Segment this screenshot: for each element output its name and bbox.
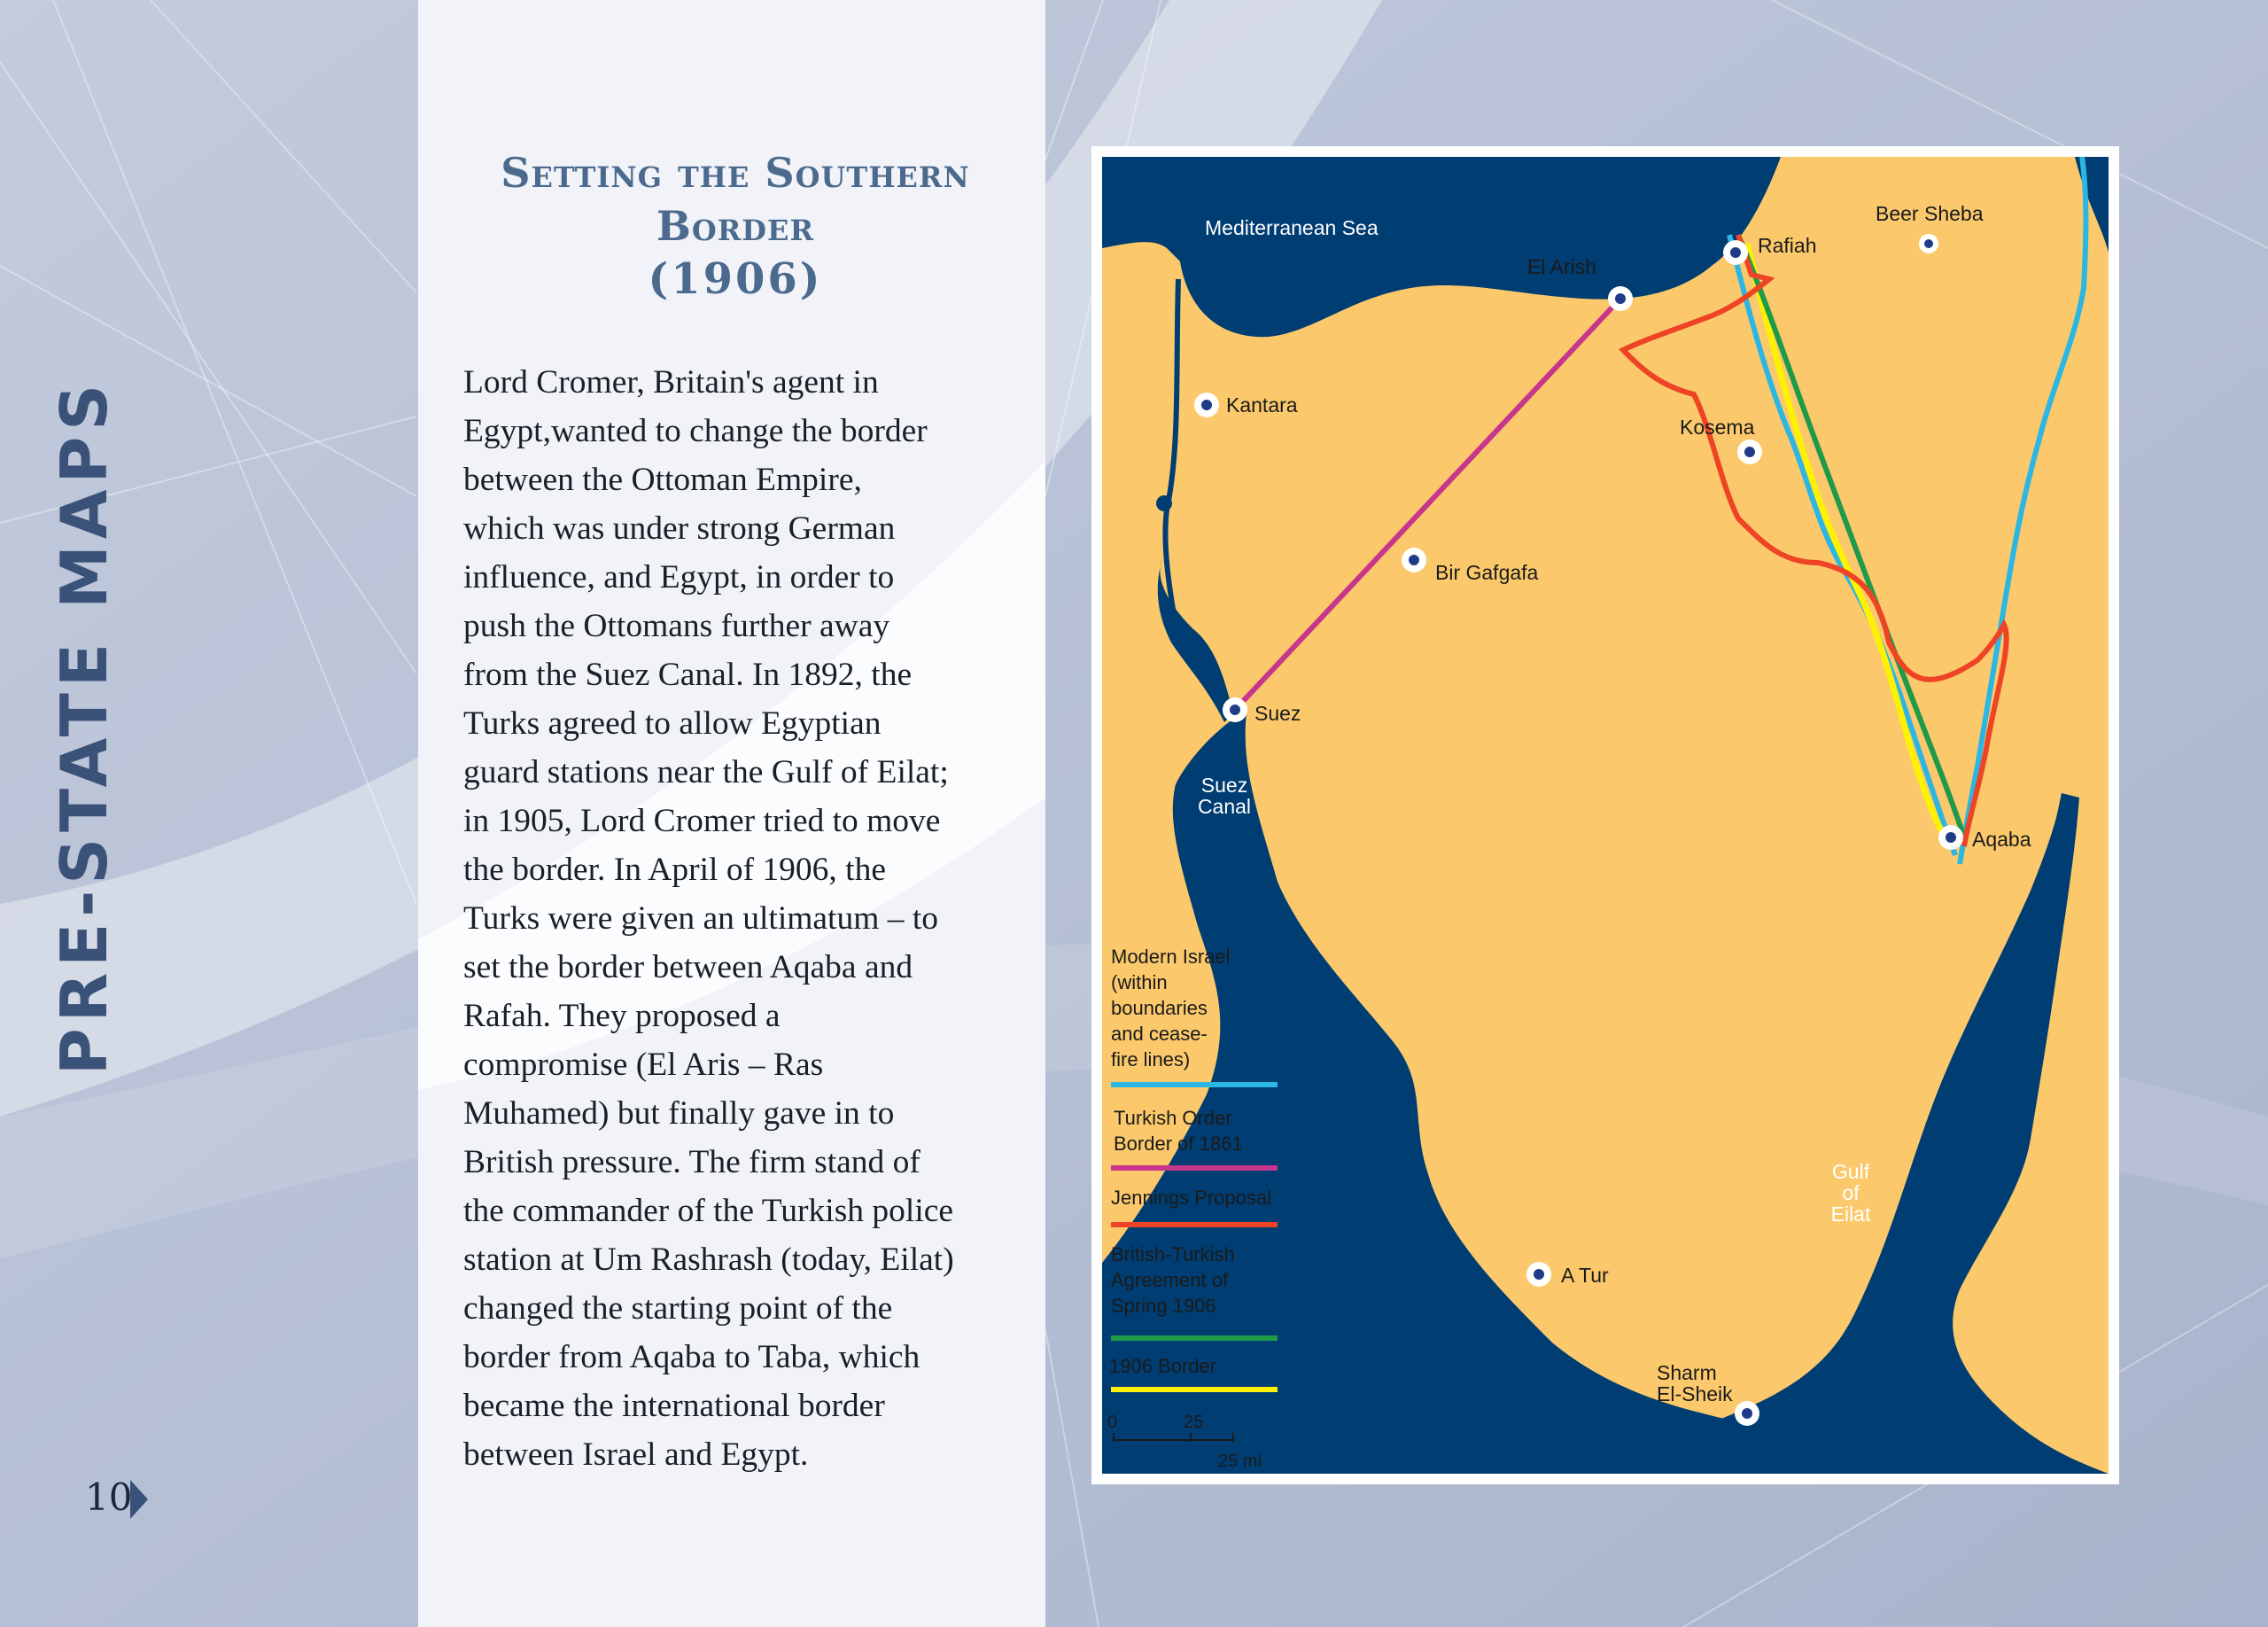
- body-line: Egypt,wanted to change the border: [463, 413, 928, 449]
- marker-beer-sheba: [1919, 234, 1938, 253]
- label-suez-canal-1: Suez: [1200, 774, 1248, 797]
- body-line: Turks were given an ultimatum – to: [463, 900, 939, 937]
- body-line: in 1905, Lord Cromer tried to move: [463, 803, 941, 839]
- marker-bir-gafgafa: [1402, 548, 1426, 572]
- marker-aqaba: [1938, 825, 1963, 850]
- legend-swatch: [1111, 1387, 1278, 1392]
- body-line: influence, and Egypt, in order to: [463, 559, 895, 596]
- legend-text: boundaries: [1111, 997, 1208, 1019]
- body-line: Lord Cromer, Britain's agent in: [463, 364, 879, 401]
- legend-text: Jennings Proposal: [1111, 1187, 1272, 1209]
- body-line: the commander of the Turkish police: [463, 1193, 954, 1229]
- body-line: push the Ottomans further away: [463, 608, 890, 644]
- legend-text: British-Turkish: [1111, 1243, 1235, 1265]
- body-line: set the border between Aqaba and: [463, 949, 913, 985]
- marker-a-tur: [1526, 1262, 1551, 1287]
- scale-unit: 25 mi: [1218, 1452, 1262, 1471]
- label-sharm-2: El-Sheik: [1657, 1382, 1733, 1405]
- legend-text: (within: [1111, 971, 1168, 993]
- marker-sharm: [1735, 1401, 1759, 1426]
- body-line: station at Um Rashrash (today, Eilat): [463, 1242, 954, 1278]
- legend-text: Border of 1861: [1114, 1133, 1243, 1155]
- marker-kosema: [1737, 440, 1762, 464]
- legend-text: 1906 Border: [1109, 1355, 1217, 1377]
- legend-text: Modern Israel: [1111, 946, 1231, 968]
- label-kosema: Kosema: [1680, 416, 1755, 439]
- body-line: guard stations near the Gulf of Eilat;: [463, 754, 949, 790]
- body-line: Muhamed) but finally gave in to: [463, 1095, 895, 1132]
- label-gulf-2: of: [1842, 1181, 1860, 1204]
- page-number: 10: [85, 1475, 133, 1519]
- legend-swatch: [1111, 1082, 1278, 1087]
- legend-swatch: [1111, 1222, 1278, 1227]
- label-kantara: Kantara: [1226, 393, 1298, 416]
- legend-swatch: [1111, 1165, 1278, 1171]
- label-rafiah: Rafiah: [1758, 234, 1817, 257]
- label-beer-sheba: Beer Sheba: [1876, 202, 1984, 225]
- legend-text: Spring 1906: [1111, 1295, 1216, 1317]
- legend-swatch: [1111, 1335, 1278, 1341]
- sinai-map: [1091, 146, 2119, 1484]
- marker-rafiah: [1723, 240, 1748, 265]
- body-line: between Israel and Egypt.: [463, 1436, 809, 1473]
- body-line: British pressure. The firm stand of: [463, 1144, 920, 1180]
- page-arrow-icon: [130, 1480, 148, 1519]
- body-line: the border. In April of 1906, the: [463, 852, 886, 888]
- timsah-lake: [1156, 495, 1172, 511]
- title-line-3: (1906): [648, 254, 823, 304]
- body-line: border from Aqaba to Taba, which: [463, 1339, 920, 1375]
- label-suez: Suez: [1254, 702, 1301, 725]
- label-mediterranean: Mediterranean Sea: [1205, 216, 1379, 239]
- marker-kantara: [1194, 393, 1219, 417]
- legend-text: fire lines): [1111, 1048, 1191, 1070]
- title-line-2: Border: [656, 202, 815, 250]
- legend-text: and cease-: [1111, 1023, 1208, 1045]
- label-sharm-1: Sharm: [1657, 1361, 1717, 1384]
- marker-suez: [1223, 697, 1247, 722]
- article-body: [463, 358, 1013, 1479]
- label-bir-gafgafa: Bir Gafgafa: [1435, 561, 1539, 584]
- body-line: Rafah. They proposed a: [463, 998, 781, 1034]
- label-suez-canal-2: Canal: [1197, 795, 1252, 818]
- body-line: became the international border: [463, 1388, 885, 1424]
- scale-zero: 0: [1107, 1413, 1118, 1432]
- article-title: [478, 146, 992, 306]
- label-gulf-1: Gulf: [1831, 1160, 1870, 1183]
- title-line-1: Setting the Southern: [501, 149, 970, 197]
- body-line: from the Suez Canal. In 1892, the: [463, 657, 913, 693]
- label-el-arish: El Arish: [1527, 255, 1596, 278]
- legend-text: Turkish Order: [1114, 1107, 1232, 1129]
- marker-el-arish: [1608, 286, 1633, 311]
- label-aqaba: Aqaba: [1972, 828, 2031, 851]
- body-line: compromise (El Aris – Ras: [463, 1047, 824, 1083]
- label-a-tur: A Tur: [1561, 1264, 1609, 1287]
- body-line: changed the starting point of the: [463, 1290, 893, 1327]
- label-gulf-3: Eilat: [1830, 1203, 1871, 1226]
- section-title: PRE-STATE MAPS: [47, 378, 121, 1076]
- body-line: between the Ottoman Empire,: [463, 462, 862, 498]
- scale-mid: 25: [1184, 1413, 1204, 1432]
- legend-text: Agreement of: [1111, 1269, 1229, 1291]
- body-line: Turks agreed to allow Egyptian: [463, 705, 882, 742]
- body-line: which was under strong German: [463, 510, 896, 547]
